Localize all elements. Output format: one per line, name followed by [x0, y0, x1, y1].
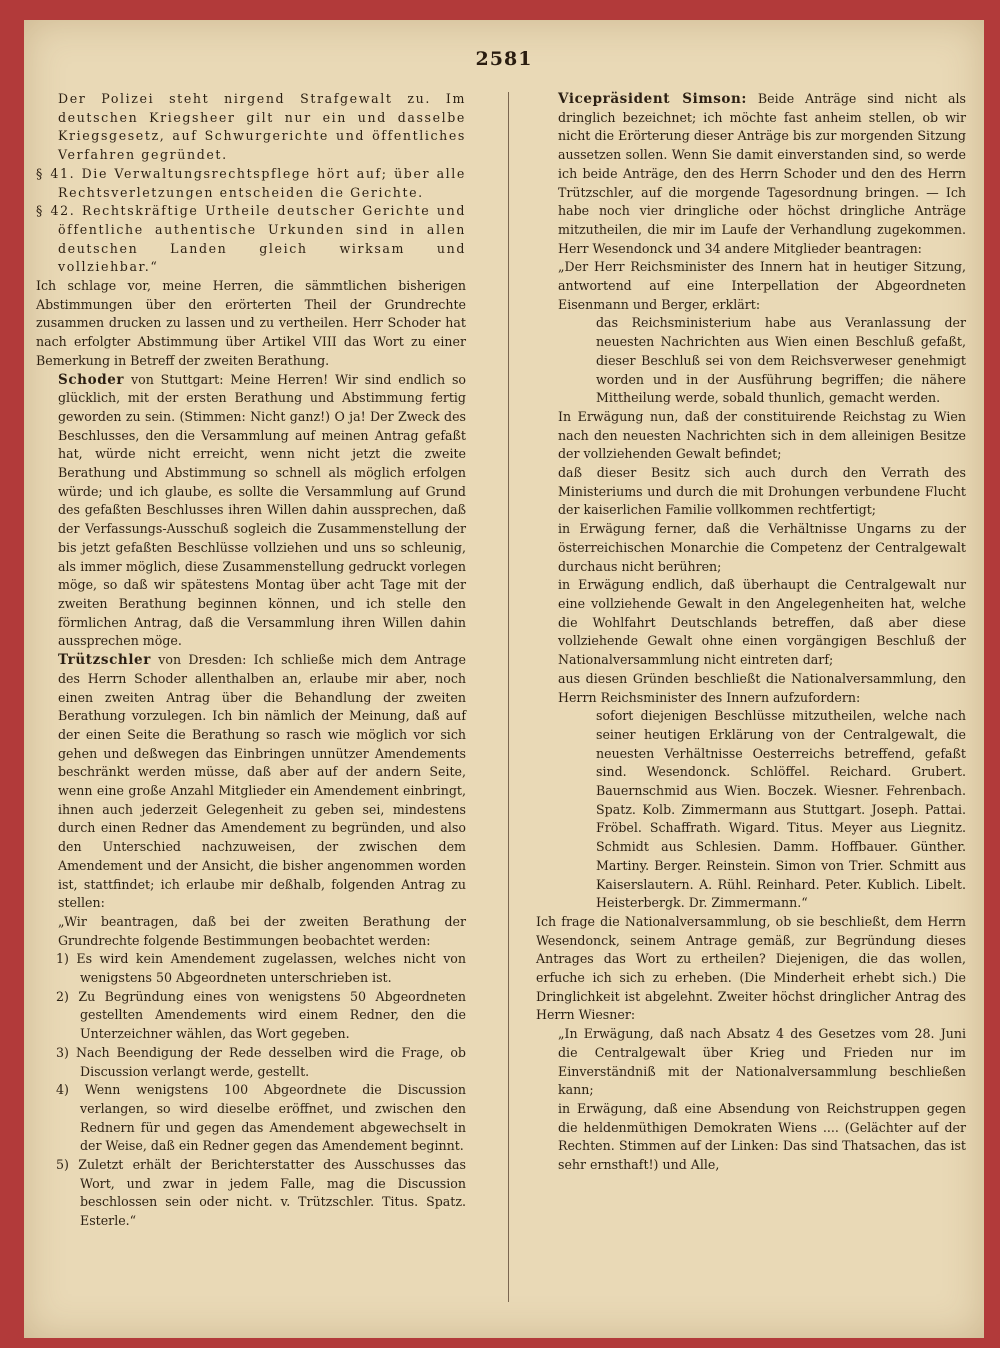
paragraph-text: 1) Es wird kein Amendement zugelassen, welches nicht von wenigstens 50 Abgeordneten unterschrieben ist. — [56, 951, 466, 986]
paragraph-text: sofort diejenigen Beschlüsse mitzutheilen, welche nach seiner heutigen Erklärung von der Centralgewalt, die neuesten Verhältnisse Oesterreichs betreffend, gefaßt sind. Wesendonck. Schlöffel. Reichard. Grubert. Bauernschmid aus Wien. Boczek. Wiesner. Fehrenbach. Spatz. Kolb. Zimmermann aus Stuttgart. Joseph. Pattai. Fröbel. Schaffrath. Wigard. Titus. Meyer aus Liegnitz. Schmidt aus Schlesien. Damm. Hoffbauer. Günther. Martiny. Berger. Reinstein. Simon von Trier. Schmitt aus Kaiserslautern. A. Rühl. Reinhard. Peter. Kublich. Libelt. Heisterbergk. Dr. Zimmermann.“ — [596, 708, 966, 911]
paragraph — [536, 670, 966, 707]
paragraph-text: § 41. Die Verwaltungsrechtspflege hört auf; über alle Rechtsverletzungen entscheiden die Gerichte. — [36, 165, 466, 200]
paragraph-text: 4) Wenn wenigstens 100 Abgeordnete die Discussion verlangen, so wird dieselbe eröffnet, und zwischen den Rednern für und gegen das Amendement abgewechselt in der Weise, daß ein Redner gegen das Amendement beginnt. — [56, 1082, 466, 1154]
paragraph-text: Der Polizei steht nirgend Strafgewalt zu. Im deutschen Kriegsheer gilt nur ein und dasselbe Kriegsgesetz, auf Schwurgerichte und öffentliches Verfahren gegründet. — [58, 91, 466, 163]
paragraph-text: In Erwägung nun, daß der constituirende Reichstag zu Wien nach den neuesten Nachrichten sich in dem alleinigen Besitze der vollziehenden Gewalt befindet; — [558, 408, 966, 462]
newspaper-page — [24, 20, 984, 1338]
column-divider — [508, 92, 509, 1302]
paragraph-text: Beide Anträge sind nicht als dringlich bezeichnet; ich möchte fast anheim stellen, ob wir nicht die Erörterung dieser Anträge bis zur morgenden Sitzung aussetzen sollen. Wenn Sie damit einverstanden sind, so werde ich beide Anträge, den des Herrn Schoder und den des Herrn Trützschler, auf die morgende Tagesordnung bringen. — Ich habe noch vier dringliche oder höchst dringliche Anträge mitzutheilen, die mir im Laufe der Verhandlung zugekommen. Herr Wesendonck und 34 andere Mitglieder beantragen: — [558, 91, 966, 256]
paragraph — [36, 913, 466, 950]
paragraph-text: 5) Zuletzt erhält der Berichterstatter des Ausschusses das Wort, und zwar in jedem Falle, mag die Discussion beschlossen sein oder nicht. v. Trützschler. Titus. Spatz. Esterle.“ — [56, 1157, 466, 1229]
paragraph-text: 2) Zu Begründung eines von wenigstens 50 Abgeordneten gestellten Amendements wird einem Redner, den die Unterzeichner wählen, das Wort gegeben. — [56, 988, 466, 1042]
paragraph-text: „In Erwägung, daß nach Absatz 4 des Gesetzes vom 28. Juni die Centralgewalt über Krieg und Frieden nur im Einverständniß mit der Nationalversammlung beschließen kann; — [558, 1026, 966, 1098]
left-column — [36, 90, 466, 1231]
paragraph — [36, 988, 466, 1044]
paragraph-text: Ich frage die Nationalversammlung, ob sie beschließt, dem Herrn Wesendonck, seinem Antrage gemäß, zur Begründung dieses Antrages das Wort zu ertheilen? Diejenigen, die das wollen, erfuche ich sich zu erheben. (Die Minderheit erhebt sich.) Die Dringlichkeit ist abgelehnt. Zweiter höchst dringlicher Antrag des Herrn Wiesner: — [536, 913, 966, 1023]
paragraph — [536, 707, 966, 913]
paragraph — [36, 950, 466, 987]
paragraph — [536, 913, 966, 1025]
speaker-name: Trützschler — [58, 652, 151, 669]
paragraph — [36, 165, 466, 202]
paragraph-text: aus diesen Gründen beschließt die Nationalversammlung, den Herrn Reichsminister des Innern aufzufordern: — [558, 670, 966, 705]
paragraph-text: von Dresden: Ich schließe mich dem Antrage des Herrn Schoder allenthalben an, erlaube mir aber, noch einen zweiten Antrag über die Behandlung der zweiten Berathung vorzulegen. Ich bin nämlich der Meinung, daß auf der einen Seite die Berathung so rasch wie möglich vor sich gehen und deßwegen das Einbringen unnützer Amendements beschränkt werden müsse, daß aber auf der andern Seite, wenn eine große Anzahl Mitglieder ein Amendement einbringt, ihnen auch jederzeit Gelegenheit zu geben sei, mindestens durch einen Redner das Amendement zu begründen, und also den Unterschied nachzuweisen, der zwischen dem Amendement und der Ansicht, die bisher angenommen worden ist, stattfindet; ich erlaube mir deßhalb, folgenden Antrag zu stellen: — [58, 652, 466, 911]
speaker-name: Schoder — [58, 371, 125, 388]
paragraph-text: in Erwägung ferner, daß die Verhältnisse Ungarns zu der österreichischen Monarchie die Competenz der Centralgewalt durchaus nicht berühren; — [558, 521, 966, 574]
paragraph — [36, 371, 466, 652]
paragraph — [36, 1156, 466, 1231]
paragraph — [36, 651, 466, 913]
paragraph — [36, 277, 466, 371]
paragraph — [36, 202, 466, 277]
paragraph — [36, 1044, 466, 1081]
speaker-name: Vicepräsident Simson: — [558, 91, 748, 107]
right-column — [536, 90, 966, 1175]
paragraph — [536, 90, 966, 258]
paragraph — [536, 520, 966, 576]
paragraph-text: § 42. Rechtskräftige Urtheile deutscher Gerichte und öffentliche authentische Urkunden sind in allen deutschen Landen gleich wirksam und vollziehbar.“ — [36, 203, 466, 275]
paragraph-text: in Erwägung, daß eine Absendung von Reichstruppen gegen die heldenmüthigen Demokraten Wiens .... (Gelächter auf der Rechten. Stimmen auf der Linken: Das sind Thatsachen, das ist sehr ernsthaft!) und Alle, — [558, 1100, 966, 1173]
paragraph — [536, 464, 966, 520]
page-number: 2581 — [475, 48, 533, 70]
paragraph-text: daß dieser Besitz sich auch durch den Verrath des Ministeriums und durch die mit Drohungen verbundene Flucht der kaiserlichen Familie vollkommen rechtfertigt; — [558, 465, 966, 518]
paragraph — [36, 90, 466, 165]
paragraph — [536, 1100, 966, 1175]
paragraph — [536, 576, 966, 670]
paragraph — [36, 1081, 466, 1156]
paragraph-text: „Wir beantragen, daß bei der zweiten Berathung der Grundrechte folgende Bestimmungen beobachtet werden: — [58, 913, 466, 948]
paragraph — [536, 1025, 966, 1100]
paragraph-text: das Reichsministerium habe aus Veranlassung der neuesten Nachrichten aus Wien einen Beschluß gefaßt, dieser Beschluß sei von dem Reichsverweser genehmigt worden und in der Ausführung begriffen; die nähere Mittheilung werde, sobald thunlich, gemacht werden. — [596, 315, 966, 406]
paragraph — [536, 258, 966, 314]
paragraph-text: „Der Herr Reichsminister des Innern hat in heutiger Sitzung, antwortend auf eine Interpellation der Abgeordneten Eisenmann und Berger, erklärt: — [558, 259, 966, 312]
paragraph — [536, 408, 966, 464]
paragraph-text: 3) Nach Beendigung der Rede desselben wird die Frage, ob Discussion verlangt werde, gestellt. — [56, 1044, 466, 1079]
paragraph-text: in Erwägung endlich, daß überhaupt die Centralgewalt nur eine vollziehende Gewalt in den Angelegenheiten hat, welche die Wohlfahrt Deutschlands betreffen, daß aber diese vollziehende Gewalt ohne einen vorgängigen Beschluß der Nationalversammlung nicht eintreten darf; — [558, 577, 966, 668]
paragraph-text: von Stuttgart: Meine Herren! Wir sind endlich so glücklich, mit der ersten Berathung und Abstimmung fertig geworden zu sein. (Stimmen: Nicht ganz!) O ja! Der Zweck des Beschlusses, den die Versammlung auf meinen Antrag gefaßt hat, würde nicht erreicht, wenn nicht jetzt die zweite Berathung und Abstimmung so schnell als möglich erfolgen würde; und ich glaube, es sollte die Versammlung auf Grund des gefaßten Beschlusses ihren Willen dahin aussprechen, daß der Verfassungs-Ausschuß sogleich die Zusammenstellung der bis jetzt gefaßten Beschlüsse vollziehen und uns so schleunig, als immer möglich, diese Zusammenstellung gedruckt vorlegen möge, so daß wir spätestens Montag über acht Tage mit der zweiten Berathung beginnen können, und ich stelle den förmlichen Antrag, daß die Versammlung ihren Willen dahin aussprechen möge. — [58, 371, 466, 649]
paragraph — [536, 314, 966, 408]
paragraph-text: Ich schlage vor, meine Herren, die sämmtlichen bisherigen Abstimmungen über den erörterten Theil der Grundrechte zusammen drucken zu lassen und zu vertheilen. Herr Schoder hat nach erfolgter Abstimmung über Artikel VIII das Wort zu einer Bemerkung in Betreff der zweiten Berathung. — [36, 278, 466, 368]
